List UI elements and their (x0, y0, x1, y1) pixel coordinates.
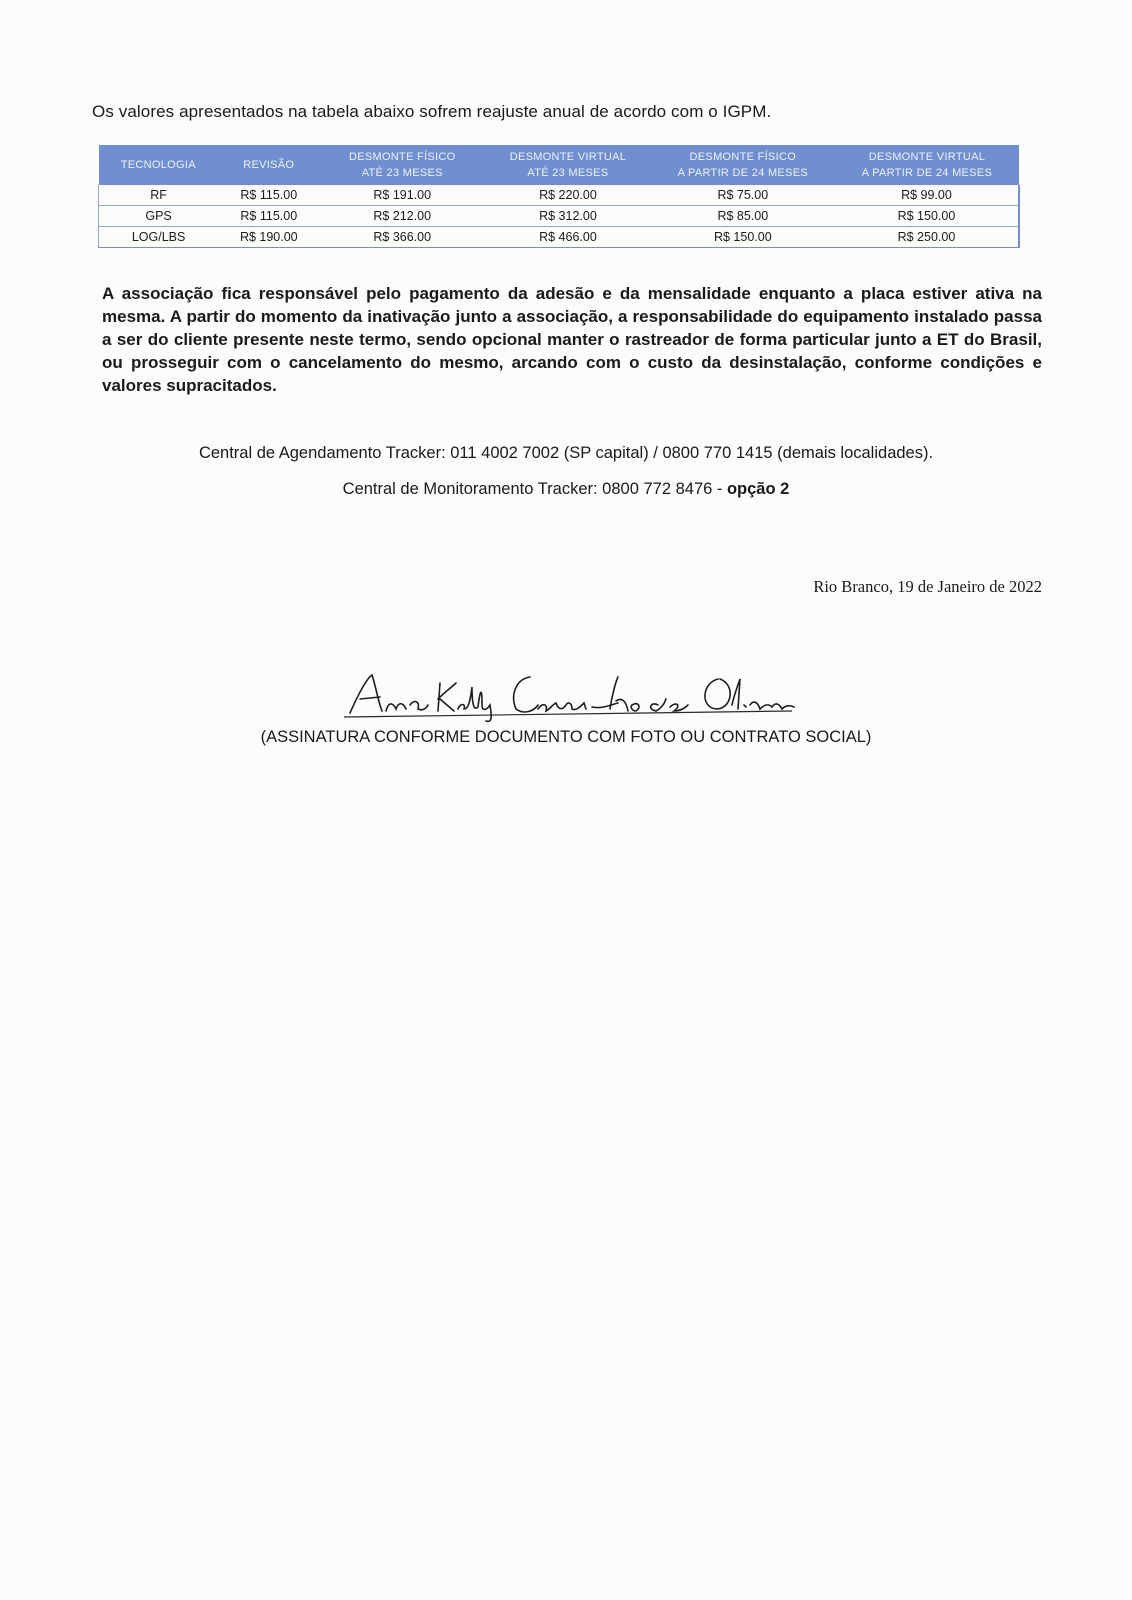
intro-text: Os valores apresentados na tabela abaixo sofrem reajuste anual de acordo com o IGPM. (92, 102, 772, 121)
signature-line (344, 711, 792, 717)
cell-desmonte-virtual-24: R$ 99.00 (835, 185, 1019, 206)
cell-tecnologia: GPS (99, 206, 219, 227)
cell-desmonte-virtual-24: R$ 150.00 (835, 206, 1019, 227)
table-row (99, 227, 1020, 248)
monitoring-contact (0, 480, 1132, 499)
table-header-row (99, 145, 1020, 185)
header-tecnologia: TECNOLOGIA (99, 145, 219, 185)
header-desmonte-fisico-24: DESMONTE FÍSICO A PARTIR DE 24 MESES (651, 145, 835, 185)
header-desmonte-fisico-23: DESMONTE FÍSICO ATÉ 23 MESES (319, 145, 485, 185)
cell-desmonte-fisico-24: R$ 85.00 (651, 206, 835, 227)
cell-desmonte-fisico-23: R$ 212.00 (319, 206, 485, 227)
cell-desmonte-fisico-24: R$ 150.00 (651, 227, 835, 248)
monitoring-contact-text: Central de Monitoramento Tracker: 0800 772 8476 - (342, 480, 727, 498)
cell-revisao: R$ 190.00 (218, 227, 319, 248)
cell-tecnologia: LOG/LBS (99, 227, 219, 248)
cell-revisao: R$ 115.00 (218, 185, 319, 206)
header-revisao: REVISÃO (218, 145, 319, 185)
cell-desmonte-fisico-23: R$ 366.00 (319, 227, 485, 248)
cell-desmonte-virtual-23: R$ 220.00 (485, 185, 651, 206)
cell-desmonte-virtual-23: R$ 466.00 (485, 227, 651, 248)
scheduling-contact: Central de Agendamento Tracker: 011 4002 7002 (SP capital) / 0800 770 1415 (demais localidades). (198, 444, 934, 462)
cell-desmonte-fisico-23: R$ 191.00 (319, 185, 485, 206)
cell-desmonte-fisico-24: R$ 75.00 (651, 185, 835, 206)
cell-desmonte-virtual-24: R$ 250.00 (835, 227, 1019, 248)
responsibility-paragraph: A associação fica responsável pelo pagamento da adesão e da mensalidade enquanto a placa estiver ativa na mesma. A partir do momento da inativação junto a associação, a responsabilidade do equipamento instalado passa a ser do cliente presente neste termo, sendo opcional manter o rastreador de forma particular junto a ET do Brasil, ou prosseguir com o cancelamento do mesmo, arcando com o custo da desinstalação, conforme condições e valores supracitados. (102, 284, 1042, 395)
table-row (99, 185, 1020, 206)
signature-caption: (ASSINATURA CONFORME DOCUMENTO COM FOTO OU CONTRATO SOCIAL) (260, 728, 872, 746)
document-date: Rio Branco, 19 de Janeiro de 2022 (813, 577, 1042, 596)
header-desmonte-virtual-24: DESMONTE VIRTUAL A PARTIR DE 24 MESES (835, 145, 1019, 185)
monitoring-option: opção 2 (726, 480, 790, 498)
cell-desmonte-virtual-23: R$ 312.00 (485, 206, 651, 227)
price-table (98, 145, 1020, 248)
header-desmonte-virtual-23: DESMONTE VIRTUAL ATÉ 23 MESES (485, 145, 651, 185)
cell-revisao: R$ 115.00 (218, 206, 319, 227)
cell-tecnologia: RF (99, 185, 219, 206)
table-row (99, 206, 1020, 227)
handwritten-signature (340, 665, 810, 725)
